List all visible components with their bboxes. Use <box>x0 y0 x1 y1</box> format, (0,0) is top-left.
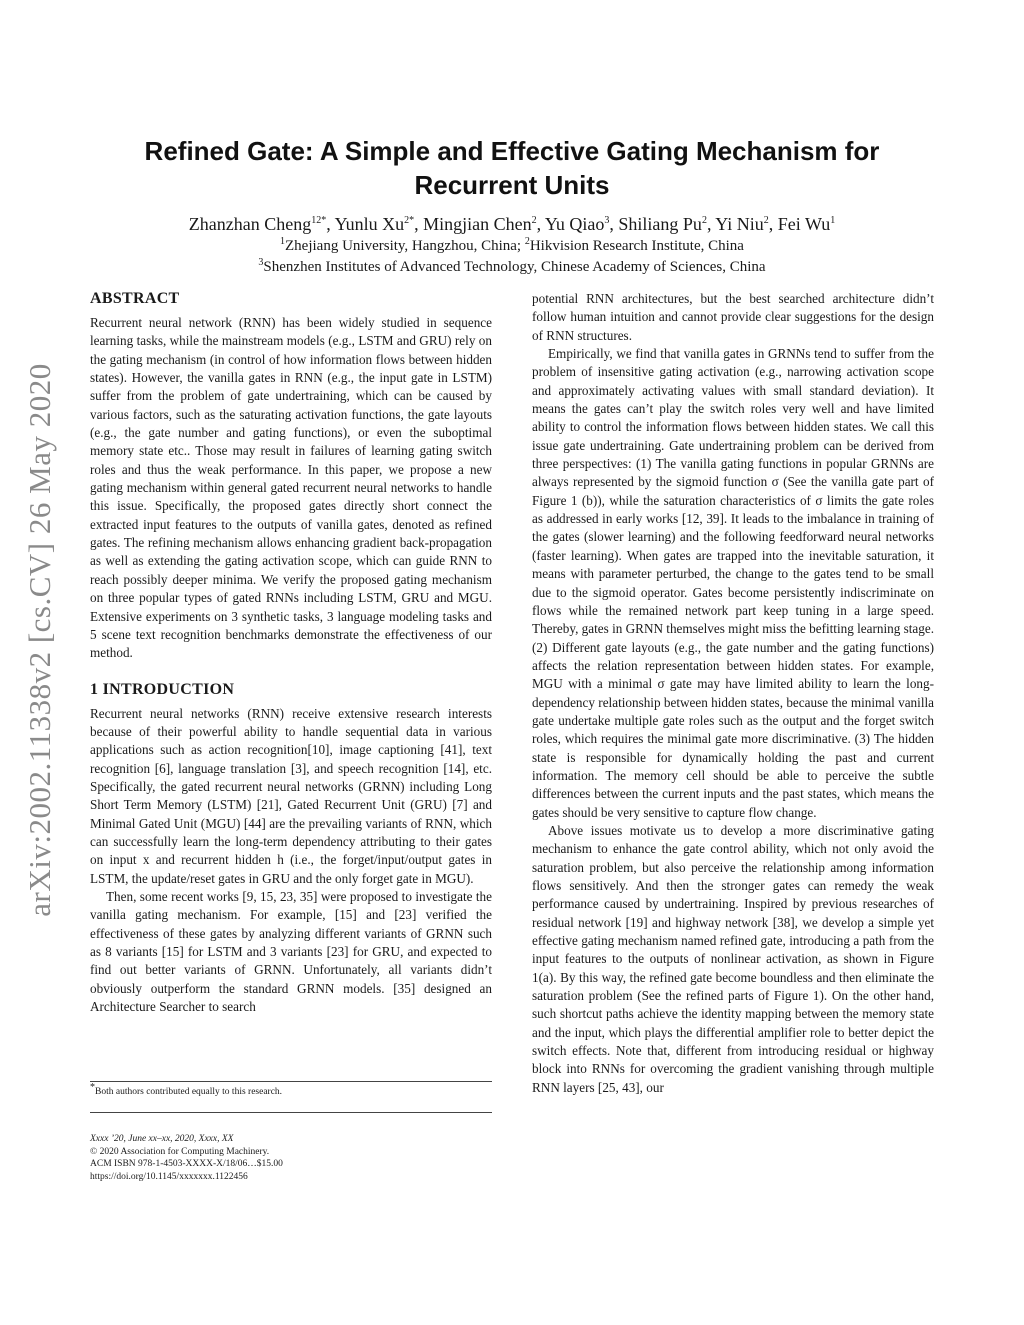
affiliation-line-2: $^3$Shenzhen Institutes of Advanced Technology, Chinese Academy of Sciences, China <box>258 257 766 275</box>
acm-info <box>90 1133 492 1183</box>
abstract-text: Recurrent neural network (RNN) has been widely studied in sequence learning tasks, while the mainstream models (e.g., LSTM and GRU) rely on the gating mechanism (in control of how information flows between hidden states). However, the vanilla gates in RNN (e.g., the input gate in LSTM) suffer from the problem of gate undertraining, which can be caused by various factors, such as the saturating activation functions, the gate layouts (e.g., the gate number and gating functions), or even the suboptimal memory state etc.. Those may result in failures of learning gating switch roles and thus the weak performance. In this paper, we propose a new gating mechanism within general gated recurrent neural networks to handle this issue. Specifically, the proposed gates directly short connect the extracted input features to the outputs of vanilla gates, denoted as refined gates. The refining mechanism allows enhancing gradient back-propagation as well as extending the gating activation scope, which can guide RNN to reach possibly deeper minima. We verify the proposed gating mechanism on three popular types of gated RNNs including LSTM, GRU and MGU. Extensive experiments on 3 synthetic tasks, 3 language modeling tasks and 5 scene text recognition benchmarks demonstrate the effectiveness of our method. <box>90 315 492 661</box>
paper-title: Refined Gate: A Simple and Effective Gating Mechanism for Recurrent Units <box>144 136 880 200</box>
abstract-heading: ABSTRACT <box>90 290 180 307</box>
acm-doi: https://doi.org/10.1145/xxxxxxx.1122456 <box>90 1171 248 1182</box>
affiliation-line-1: $^1$Zhejiang University, Hangzhou, China; $^2$Hikvision Research Institute, China <box>280 236 744 254</box>
acm-conference: Xxxx ’20, June xx–xx, 2020, Xxxx, XX <box>90 1134 234 1144</box>
right-paragraph-3: Above issues motivate us to develop a more discriminative gating mechanism to enhance the gate control ability, which not only avoid the saturation problem, but also perceive the relationship among information flows sensitively. And then the stronger gates can remedy the weak performance caused by undertraining. Inspired by previous researches of residual network [19] and highway network [38], we develop a simple yet effective gating mechanism named refined gate, introducing a path from the input features to the outputs of nonlinear activation, as shown in Figure 1(a). By this way, the refined gate become boundless and then eliminate the saturation problem (See the refined parts of Figure 1). On the other hand, such shortcut paths achieve the identity mapping between the memory state and the input, which plays the differential amplifier role to better depict the switch effects. Note that, different from introducing residual or highway block into RNNs for overcoming the gradient vanishing through multiple RNN layers [25, 43], our <box>532 822 934 1095</box>
introduction-heading: 1 INTRODUCTION <box>90 680 235 698</box>
author: Fei Wu$^1$ <box>777 214 836 234</box>
intro-paragraph-2: Then, some recent works [9, 15, 23, 35] were proposed to investigate the vanilla gating mechanism. For example, [15] and [23] verified the effectiveness of these gates by analyzing different variants of GRNN such as 8 variants [15] for LSTM and 3 variants [23] for GRU, and expected to find out better variants of GRNN. Unfortunately, all variants didn’t obviously outperform the standard GRNN models. [35] designed an Architecture Searcher to search <box>90 888 492 1015</box>
acm-copyright: © 2020 Association for Computing Machinery. <box>90 1146 270 1157</box>
arxiv-stamp-text: arXiv:2002.11338v2 [cs.CV] 26 May 2020 <box>22 363 57 917</box>
acm-isbn: ACM ISBN 978-1-4503-XXXX-X/18/06…$15.00 <box>90 1159 283 1169</box>
footnote: *Both authors contributed equally to this research. <box>90 1081 283 1097</box>
right-column <box>532 290 934 1097</box>
intro-paragraph-1: Recurrent neural networks (RNN) receive extensive research interests because of their powerful ability to handle sequential data in various applications such as action recognition[10], image captioning [41], text recognition [6], language translation [3], and speech recognition [14], etc. Specifically, the gated recurrent neural networks (GRNN) including Long Short Term Memory (LSTM) [21], Gated Recurrent Unit (GRU) [7] and Minimal Gated Unit (MGU) [44] are the prevailing variants of RNN, which can successfully learn the long-term dependency attributing to their gates on input x and recurrent hidden h (i.e., the forget/input/output gates in LSTM, the update/reset gates in GRU and the only forget gate in MGU). <box>90 705 492 886</box>
author: Zhanzhan Cheng$^{12*}$, <box>188 214 331 234</box>
author: Yi Niu$^2$, <box>715 214 774 234</box>
right-paragraph-2: Empirically, we find that vanilla gates in GRNNs tend to suffer from the problem of insensitive gating activation (e.g., narrowing activation scope and approximately activating values with small standard deviation). It means the gates can’t play the switch roles very well and have limited ability to control the information flows between hidden states. We call this issue gate undertraining. Gate undertraining problem can be derived from three perspectives: (1) The vanilla gating functions in popular GRNNs are always represented by the sigmoid function σ (See the vanilla gate part of Figure 1 (b)), while the saturation characteristics of σ limits the gate roles as addressed in early works [12, 39]. It leads to the imbalance in training of the gates (slower learning) and the following feedforward neural networks (faster learning). When gates are trapped into the inevitable saturation, it means with parameter perturbed, the change to the gates tend to be small due to the sigmoid operator. Gates become persistently indiscriminate on flows while the remained network part keep tuning in a large speed. Thereby, gates in GRNN themselves might miss the befitting learning stage. (2) Different gate layouts (e.g., the gate number and the gating functions) affects the relation representation between hidden states. For example, MGU with a minimal σ gate may have limited ability to learn the long-dependency relationship between hidden states, because the minimal vanilla gate undertake multiple gate roles such as the output and the forget switch roles, which requires the minimal gate more discriminative. (3) The hidden state is responsible for dynamically holding the past and current information. The memory cell should be able to perceive the subtle differences between the current inputs and the past states, which means the gates should be very sensitive to capture flow change. <box>532 346 935 820</box>
author: Yu Qiao$^3$, <box>544 214 614 234</box>
author: Shiliang Pu$^2$, <box>618 214 712 234</box>
acm-divider <box>90 1112 492 1113</box>
arxiv-stamp <box>22 340 58 940</box>
author-list <box>100 212 924 236</box>
right-paragraph-1: potential RNN architectures, but the best searched architecture didn’t follow human intuition and cannot provide clear suggestions for the design of RNN structures. <box>532 291 934 343</box>
footnote-divider <box>90 1081 492 1082</box>
left-column <box>90 288 492 1016</box>
author: Yunlu $Xu^{2*}$, <box>334 214 419 234</box>
author: Mingjian Chen$^2$, <box>423 214 542 234</box>
